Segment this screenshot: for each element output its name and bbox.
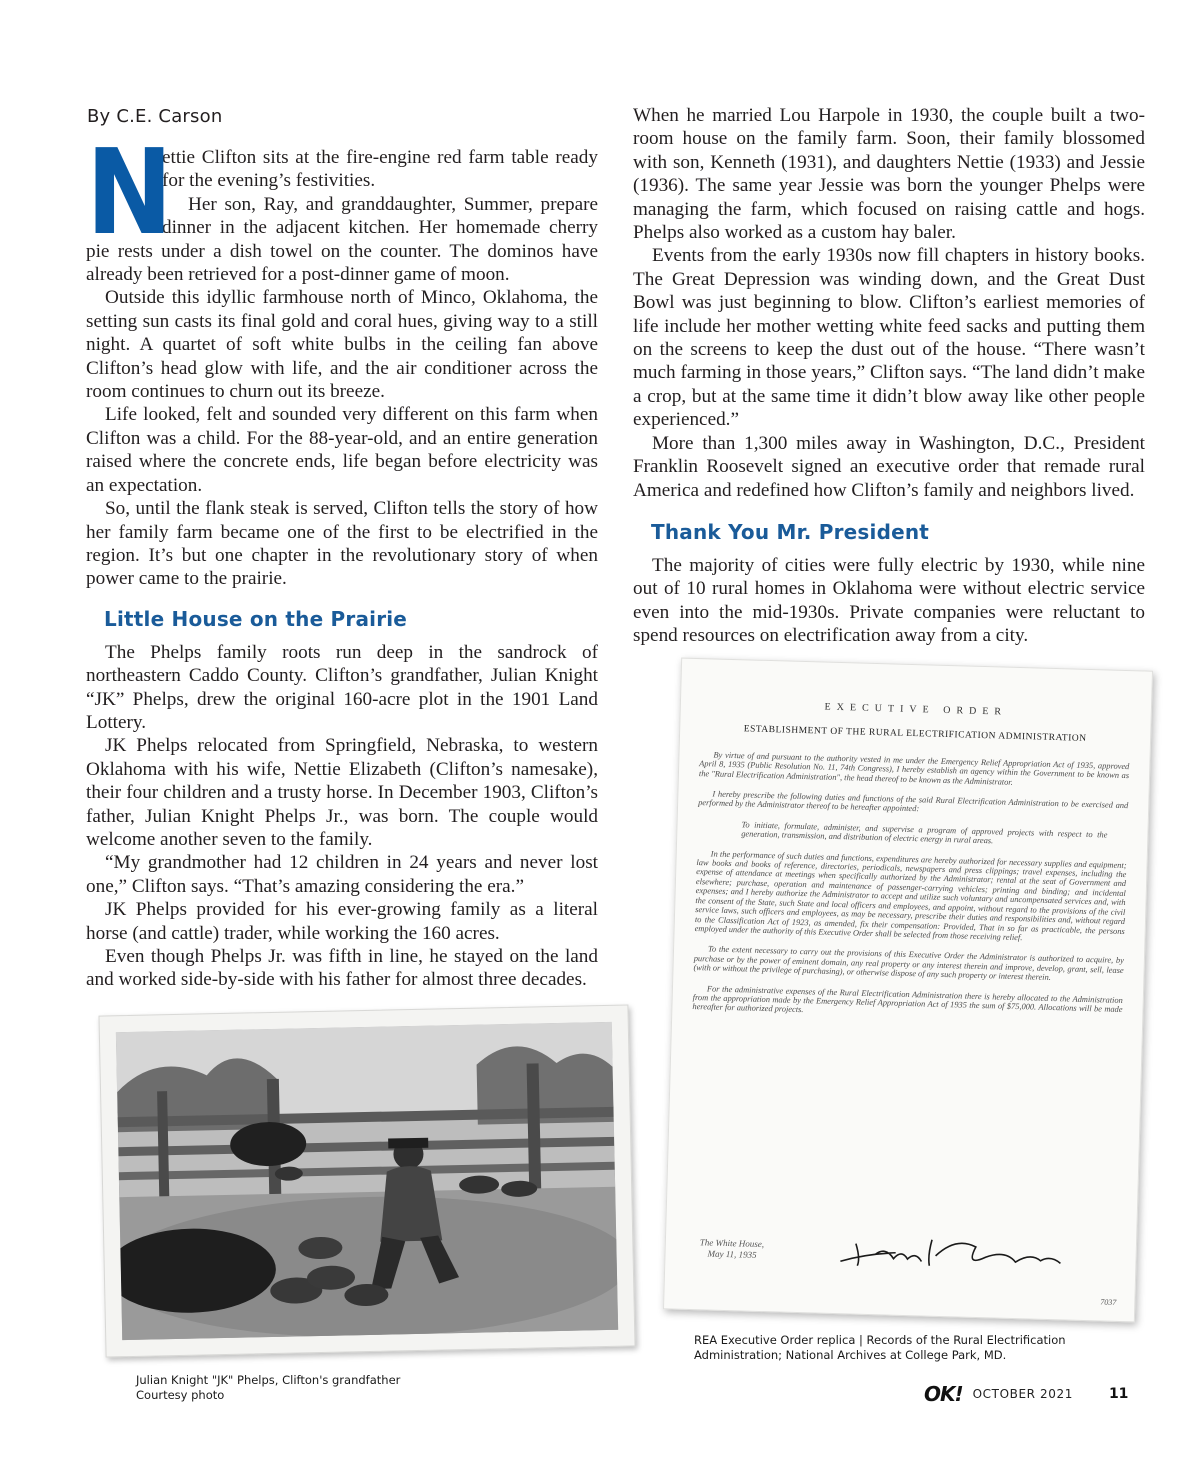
document-date: May 11, 1935 — [707, 1248, 757, 1260]
paragraph-8: “My grandmother had 12 children in 24 years and never lost one,” Clifton says. “That’s amazing considering the era.” — [86, 852, 598, 897]
document-paragraph-6: For the administrative expenses of the Rural Electrification Administration there is hereby allocated to the Administration from the appropriation made by the Emergency Relief Appropriation Act of 1935 the sum of $75,000. Allocations will be made hereafter for authorized projects. — [692, 983, 1123, 1015]
paragraph-10: Even though Phelps Jr. was fifth in line, he stayed on the land and worked side-by-side with his father for almost three decades. — [86, 946, 598, 991]
photo-caption — [136, 1373, 400, 1403]
document-paragraph-3: To initiate, formulate, administer, and supervise a program of approved projects with respect to the generation, transmission, and distribution of electric energy in rural areas. — [741, 820, 1108, 846]
paragraph-5: So, until the flank steak is served, Clifton tells the story of how her family farm became one of the first to be electrified in the region. It’s but one chapter in the revolutionary story of when power came to the prairie. — [86, 498, 598, 590]
paragraph-6: The Phelps family roots run deep in the sandrock of northeastern Caddo County. Clifton’s grandfather, Julian Knight “JK” Phelps, drew the original 160-acre plot in the 1901 Land Lottery. — [86, 641, 598, 733]
left-column — [86, 123, 598, 992]
paragraph-9: JK Phelps provided for his ever-growing family as a literal horse (and cattle) trader, while working the 160 acres. — [86, 899, 598, 944]
opening-line-2: for the evening’s festivities. — [162, 170, 376, 192]
document-body — [692, 699, 1131, 1035]
right-column — [633, 104, 1145, 648]
right-paragraph-3: More than 1,300 miles away in Washington, D.C., President Franklin Roosevelt signed an executive order that remade rural America and redefined how Clifton’s family and neighbors lived. — [633, 432, 1145, 501]
paragraph-2-rest: pie rests under a dish towel on the counter. The dominos have already been retrieved for a post-dinner game of moon. — [86, 240, 598, 286]
document-caption-line-2: Administration; National Archives at College Park, MD. — [694, 1348, 1007, 1362]
document-title: EXECUTIVE ORDER — [824, 701, 1008, 718]
right-paragraph-2: Events from the early 1930s now fill chapters in history books. The Great Depression was winding down, and the Great Dust Bowl was just beginning to blow. Clifton’s earliest memories of life include her mother wetting white feed sacks and putting them on the screens to keep the dust out of the house. “There wasn’t much farming in those years,” Clifton says. “The land didn’t make a crop, but at the same time it didn’t blow away like other people experienced.” — [633, 245, 1145, 431]
photo-caption-line-1: Julian Knight "JK" Phelps, Clifton's grandfather — [136, 1373, 401, 1387]
drop-cap: N — [86, 123, 173, 261]
document-paragraph-4: In the performance of such duties and functions, expenditures are hereby authorized for necessary supplies and equipment; law books and books of reference, directories, periodicals, newspapers and press clippings; travel expenses, including the expense of attendance at meetings when specifically authorized by the Administrator; rental at the seat of Government and elsewhere; purchase, operation and maintenance of passenger-carrying vehicles; printing and binding; and incidental expenses; and I hereby authorize the Administrator to accept and utilize such voluntary and uncompensated services and, with the consent of the State, such State and local officers and employees, and appoint, without regard to the provisions of the civil service laws, such officers and employees, as may be necessary, prescribe their duties and responsibilities and, without regard to the Classification Act of 1923, as amended, fix their compensation: Provided, That in so far as practicable, the persons employed under the authority of this Executive Order shall be selected from those receiving relief. — [694, 849, 1127, 943]
issue-date: OCTOBER 2021 — [972, 1387, 1073, 1401]
page-number: 11 — [1108, 1386, 1129, 1402]
historic-photo-frame — [98, 1004, 635, 1357]
right-paragraph-1: When he married Lou Harpole in 1930, the couple built a two-room house on the family farm. Soon, their family blossomed with son, Kenneth (1931), and daughters Nettie (1933) and Jessie (1936). The same year Jessie was born the younger Phelps were managing the farm, which focused on raising cattle and hogs. Phelps also worked as a custom hay baler. — [633, 105, 1145, 244]
section-heading-prairie: Little House on the Prairie — [104, 606, 408, 631]
paragraph-7: JK Phelps relocated from Springfield, Nebraska, to western Oklahoma with his wife, Nettie Elizabeth (Clifton’s namesake), their four children and a trusty horse. In December 1903, Clifton’s father, Julian Knight Phelps Jr., was born. The couple would welcome another seven to the family. — [86, 735, 598, 850]
document-caption-line-1: REA Executive Order replica | Records of the Rural Electrification — [694, 1333, 1066, 1347]
right-paragraph-4: The majority of cities were fully electric by 1930, while nine out of 10 rural homes in Oklahoma were without electric service even into the mid-1930s. Private companies were reluctant to spend resources on electrification away from a city. — [633, 554, 1145, 647]
byline: By C.E. Carson — [87, 106, 223, 127]
paragraph-3: Outside this idyllic farmhouse north of Minco, Oklahoma, the setting sun casts its final gold and coral hues, giving way to a still night. A quartet of soft white bulbs in the ceiling fan above Clifton’s head glow with life, and the air conditioner across the room continues to churn out its breeze. — [86, 287, 598, 403]
executive-order-document — [663, 658, 1153, 1323]
document-paragraph-5: To the extent necessary to carry out the provisions of this Executive Order the Administrator is authorized to acquire, by purchase or by the power of eminent domain, any real property or any interest therein and improve, develop, grant, sell, lease (with or without the privilege of purchasing), or otherwise dispose of any such property or interest therein. — [693, 944, 1125, 983]
document-caption — [694, 1333, 1134, 1363]
paragraph-2-line-1: Her son, Ray, and granddaughter, Summer, prepare — [188, 193, 598, 215]
document-paragraph-2: I hereby prescribe the following duties and functions of the said Rural Electrification Administration to be exercised and performed by the Administrator thereof to be hereafter appointed: — [698, 789, 1129, 814]
farm-photo-illustration — [116, 1022, 618, 1340]
paragraph-4: Life looked, felt and sounded very different on this farm when Clifton was a child. For the 88-year-old, and an entire generation raised where the concrete ends, life began before electricity was an expectation. — [86, 404, 598, 496]
section-heading-president: Thank You Mr. President — [651, 519, 930, 544]
paragraph-2-line-2: dinner in the adjacent kitchen. Her homemade cherry — [162, 217, 598, 239]
opening-line-1: ettie Clifton sits at the fire-engine red farm table ready — [162, 147, 598, 168]
magazine-logo: OK! — [924, 1382, 963, 1406]
document-number: 7037 — [1100, 1297, 1117, 1307]
signature-image — [835, 1223, 1076, 1280]
photo-credit: Courtesy photo — [136, 1388, 225, 1402]
document-paragraph-1: By virtue of and pursuant to the authority vested in me under the Emergency Relief Appropriation Act of 1935, approved April 8, 1935 (Public Resolution No. 11, 74th Congress), I hereby establish an agency within the Government to be known as the "Rural Electrification Administration", the head thereof to be known as the Administrator. — [698, 750, 1130, 787]
page-footer — [924, 1383, 1128, 1405]
historic-photo — [116, 1022, 618, 1340]
document-place — [699, 1237, 764, 1261]
document-place-line: The White House, — [699, 1237, 765, 1250]
document-subtitle: ESTABLISHMENT OF THE RURAL ELECTRIFICATION ADMINISTRATION — [743, 724, 1087, 745]
